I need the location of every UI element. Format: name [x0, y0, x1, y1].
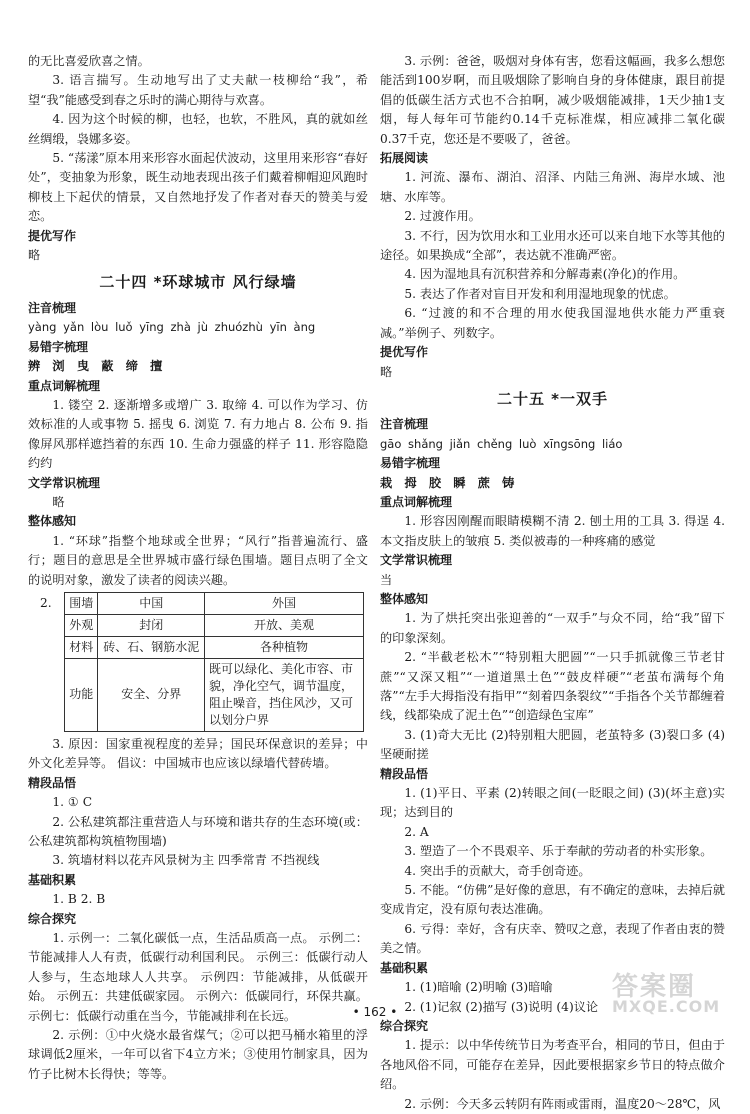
pinyin-line: gāo shǎng jiǎn chěng luò xīngsōng liáo — [380, 436, 623, 451]
text-line: 2. A — [404, 824, 429, 839]
text-paragraph: 2. 示例：①中火烧水最省煤气；②可以把马桶水箱里的浮球调低2厘米，一年可以省下4立方米；③使用竹制家具，因为竹子比树木长得快；等等。 — [28, 1028, 368, 1081]
text-paragraph: 5. 不能。“仿佛”是好像的意思，有不确定的意味，去掉后就变成肯定，没有原句表达准确。 — [380, 883, 725, 917]
item-number: 2. — [40, 595, 52, 610]
characters-line: 栽 拇 胶 瞬 蔗 铸 — [380, 475, 519, 490]
table-cell: 各种植物 — [205, 636, 364, 658]
text-paragraph: 1. 镂空 2. 逐渐增多或增广 3. 取缔 4. 可以作为学习、仿效标准的人或事物 5. 摇曳 6. 浏览 7. 有力地占 8. 公布 9. 指像屏风那样遮挡着的东西 10. 生命力强盛的样子 11. 形容隐隐约约 — [28, 397, 368, 471]
section-heading: 整体感知 — [380, 591, 429, 606]
section-heading: 重点词解梳理 — [28, 378, 101, 393]
section-heading: 注音梳理 — [380, 417, 429, 432]
text-line: 4. 突出手的贡献大，奇手创奇迹。 — [404, 863, 591, 878]
text-paragraph: 1. 河流、瀑布、湖泊、沼泽、内陆三角洲、海岸水域、池塘、水库等。 — [380, 170, 725, 204]
text-line: 1. B 2. B — [52, 892, 106, 907]
table-cell: 材料 — [65, 636, 98, 658]
lesson-title: 二十四 *环球城市 风行绿墙 — [99, 273, 297, 292]
table-cell: 既可以绿化、美化市容、市貌，净化空气，调节温度，阻止噪音，挡住风沙，又可以划分户界 — [205, 658, 364, 731]
section-heading: 提优写作 — [28, 228, 77, 243]
text-line: 1. (1)暗喻 (2)明喻 (3)暗喻 — [404, 980, 553, 995]
section-heading: 拓展阅读 — [380, 151, 429, 166]
page-number: • 162 • — [352, 1005, 398, 1019]
section-heading: 基础积累 — [380, 960, 429, 975]
text-paragraph: 3. 语言揣写。生动地写出了丈夫献一枝柳给“我”，希望“我”能感受到春之乐时的满心期待与欢喜。 — [28, 73, 368, 107]
text-line: 2. (1)记叙 (2)描写 (3)说明 (4)议论 — [404, 999, 599, 1014]
table-cell: 外观 — [65, 614, 98, 636]
text-paragraph: 3. (1)奇大无比 (2)特别粗大肥圆，老茧特多 (3)裂口多 (4)坚硬耐搓 — [380, 727, 725, 762]
section-heading: 综合探究 — [380, 1018, 429, 1033]
text-line: 1. ① C — [52, 795, 93, 810]
table-row — [65, 614, 364, 636]
right-column — [380, 52, 725, 1114]
text-line: 略 — [380, 364, 393, 379]
text-paragraph: 2. 示例：今天多云转阴有阵雨或雷雨，温度20～28℃，风 — [404, 1096, 721, 1111]
text-paragraph: 6. “过渡的和不合理的用水使我国湿地供水能力严重衰减。”举例子、列数字。 — [380, 306, 725, 340]
table-header: 外国 — [205, 592, 364, 614]
comparison-table-block — [28, 592, 368, 732]
left-column — [28, 52, 368, 1084]
section-heading: 注音梳理 — [28, 300, 77, 315]
text-paragraph: 1. (1)平日、平素 (2)转眼之间(一眨眼之间) (3)(坏主意)实现；达到目的 — [380, 786, 725, 820]
text-paragraph: 1. 示例一：二氧化碳低一点，生活品质高一点。 示例二：节能减排人人有责，低碳行动利国利民。 示例三：低碳行动人人参与，生态地球人人共享。 示例四：节能减排，从低碳开始。 示例五：共建低碳家园。 示例六：低碳同行，环保共赢。 示例七：低碳行动重在当今，节能减排利在长远。 — [28, 931, 368, 1023]
text-paragraph: 1. 为了烘托突出张迎善的“一双手”与众不同，给“我”留下的印象深刻。 — [380, 611, 725, 645]
text-paragraph: 6. 亏得：幸好，含有庆幸、赞叹之意，表现了作者由衷的赞美之情。 — [380, 921, 725, 956]
watermark-logo — [612, 972, 742, 1036]
text-paragraph: 1. “环球”指整个地球或全世界；“风行”指普遍流行、盛行；题目的意思是全世界城市盛行绿色围墙。题目点明了全文的说明对象，激发了读者的阅读兴趣。 — [28, 533, 368, 587]
table-cell: 开放、美观 — [205, 614, 364, 636]
text-paragraph: 1. 提示：以中华传统节日为考查平台，相同的节日，但由于各地风俗不同，可能存在差异，因此要根据家乡节日的特点做介绍。 — [380, 1038, 725, 1092]
section-heading: 易错字梳理 — [28, 339, 89, 354]
text-paragraph: 2. “半截老松木”“特别粗大肥圆”“一只手抓就像三节老甘蔗”“又深又粗”“一道道黑土色”“鼓皮样硬”“老茧布满每个角落”“左手大拇指没有指甲”“刻着四条裂纹”“手指各个关节都缠着线，线都染成了泥土色”“创造绿色宝库” — [380, 650, 725, 723]
watermark-url: MXQE.COM — [612, 997, 721, 1017]
section-heading: 基础积累 — [28, 872, 77, 887]
text-paragraph: 5. “荡漾”原本用来形容水面起伏波动，这里用来形容“春好处”，变抽象为形象，既生动地表现出孩子们戴着柳帽迎风跑时柳枝上下起伏的情景，又自然地抒发了作者对春天的赞美与爱恋。 — [28, 151, 368, 224]
table-cell: 安全、分界 — [98, 658, 205, 731]
comparison-table — [64, 592, 364, 732]
table-header: 围墙 — [65, 592, 98, 614]
section-heading: 整体感知 — [28, 514, 77, 529]
table-row — [65, 658, 364, 731]
section-heading: 易错字梳理 — [380, 456, 441, 471]
table-header: 中国 — [98, 592, 205, 614]
text-paragraph: 3. 塑造了一个不畏艰辛、乐于奉献的劳动者的朴实形象。 — [404, 844, 713, 859]
text-line: 3. 筑墙材料以花卉风景树为主 四季常青 不挡视线 — [52, 853, 320, 868]
section-heading: 文学常识梳理 — [28, 475, 101, 490]
text-line: 2. 过渡作用。 — [404, 209, 481, 224]
text-paragraph: 2. 公私建筑都注重营造人与环境和谐共存的生态环境(或：公私建筑都构筑植物围墙) — [28, 814, 368, 848]
text-paragraph: 3. 不行，因为饮用水和工业用水还可以来自地下水等其他的途径。如果换成“全部”，表达就不准确严密。 — [380, 228, 725, 263]
table-row — [65, 636, 364, 658]
text-paragraph: 3. 示例：爸爸，吸烟对身体有害，您看这幅画，我多么想您能活到100岁啊，而且吸烟除了影响自身的身体健康，跟目前提倡的低碳生活方式也不合拍啊，减少吸烟能减排，1天少抽1支烟，每人每年可节能约0.14千克标准煤，相应减排二氧化碳0.37千克，您还是不要吸了，爸爸。 — [380, 54, 725, 146]
text-paragraph: 3. 原因：国家重视程度的差异；国民环保意识的差异；中外文化差异等。 倡议：中国城市也应该以绿墙代替砖墙。 — [28, 736, 368, 771]
watermark-text: 答案圈 — [612, 972, 697, 1002]
section-heading: 综合探究 — [28, 911, 77, 926]
text-line: 5. 表达了作者对盲目开发和利用湿地现象的忧虑。 — [404, 286, 676, 301]
pinyin-line: yàng yǎn lòu luǒ yīng zhà jù zhuózhù yīn àng — [28, 320, 316, 335]
text-line: 当 — [380, 572, 393, 587]
table-cell: 封闭 — [98, 614, 205, 636]
section-heading: 精段品悟 — [380, 766, 429, 781]
section-heading: 提优写作 — [380, 345, 429, 360]
characters-line: 辨 浏 曳 蔽 缔 擅 — [28, 359, 167, 374]
section-heading: 文学常识梳理 — [380, 553, 453, 568]
text-line: 略 — [28, 248, 41, 263]
lesson-title: 二十五 *一双手 — [496, 389, 609, 408]
table-cell: 砖、石、钢筋水泥 — [98, 636, 205, 658]
table-cell: 功能 — [65, 658, 98, 731]
text-line: 4. 因为湿地具有沉积营养和分解毒素(净化)的作用。 — [404, 267, 686, 282]
section-heading: 重点词解梳理 — [380, 494, 453, 509]
text-paragraph: 1. 形容因刚醒而眼睛模糊不清 2. 刨土用的工具 3. 得逞 4. 本文指皮肤上的皱痕 5. 类似被毒的一种疼痛的感觉 — [380, 514, 725, 548]
text-paragraph: 4. 因为这个时候的柳，也轻，也软，不胜风，真的就如丝丝绸缎，袅娜多姿。 — [28, 112, 368, 146]
text-line: 的无比喜爱欣喜之情。 — [28, 54, 150, 68]
text-line: 略 — [52, 494, 65, 509]
section-heading: 精段品悟 — [28, 775, 77, 790]
